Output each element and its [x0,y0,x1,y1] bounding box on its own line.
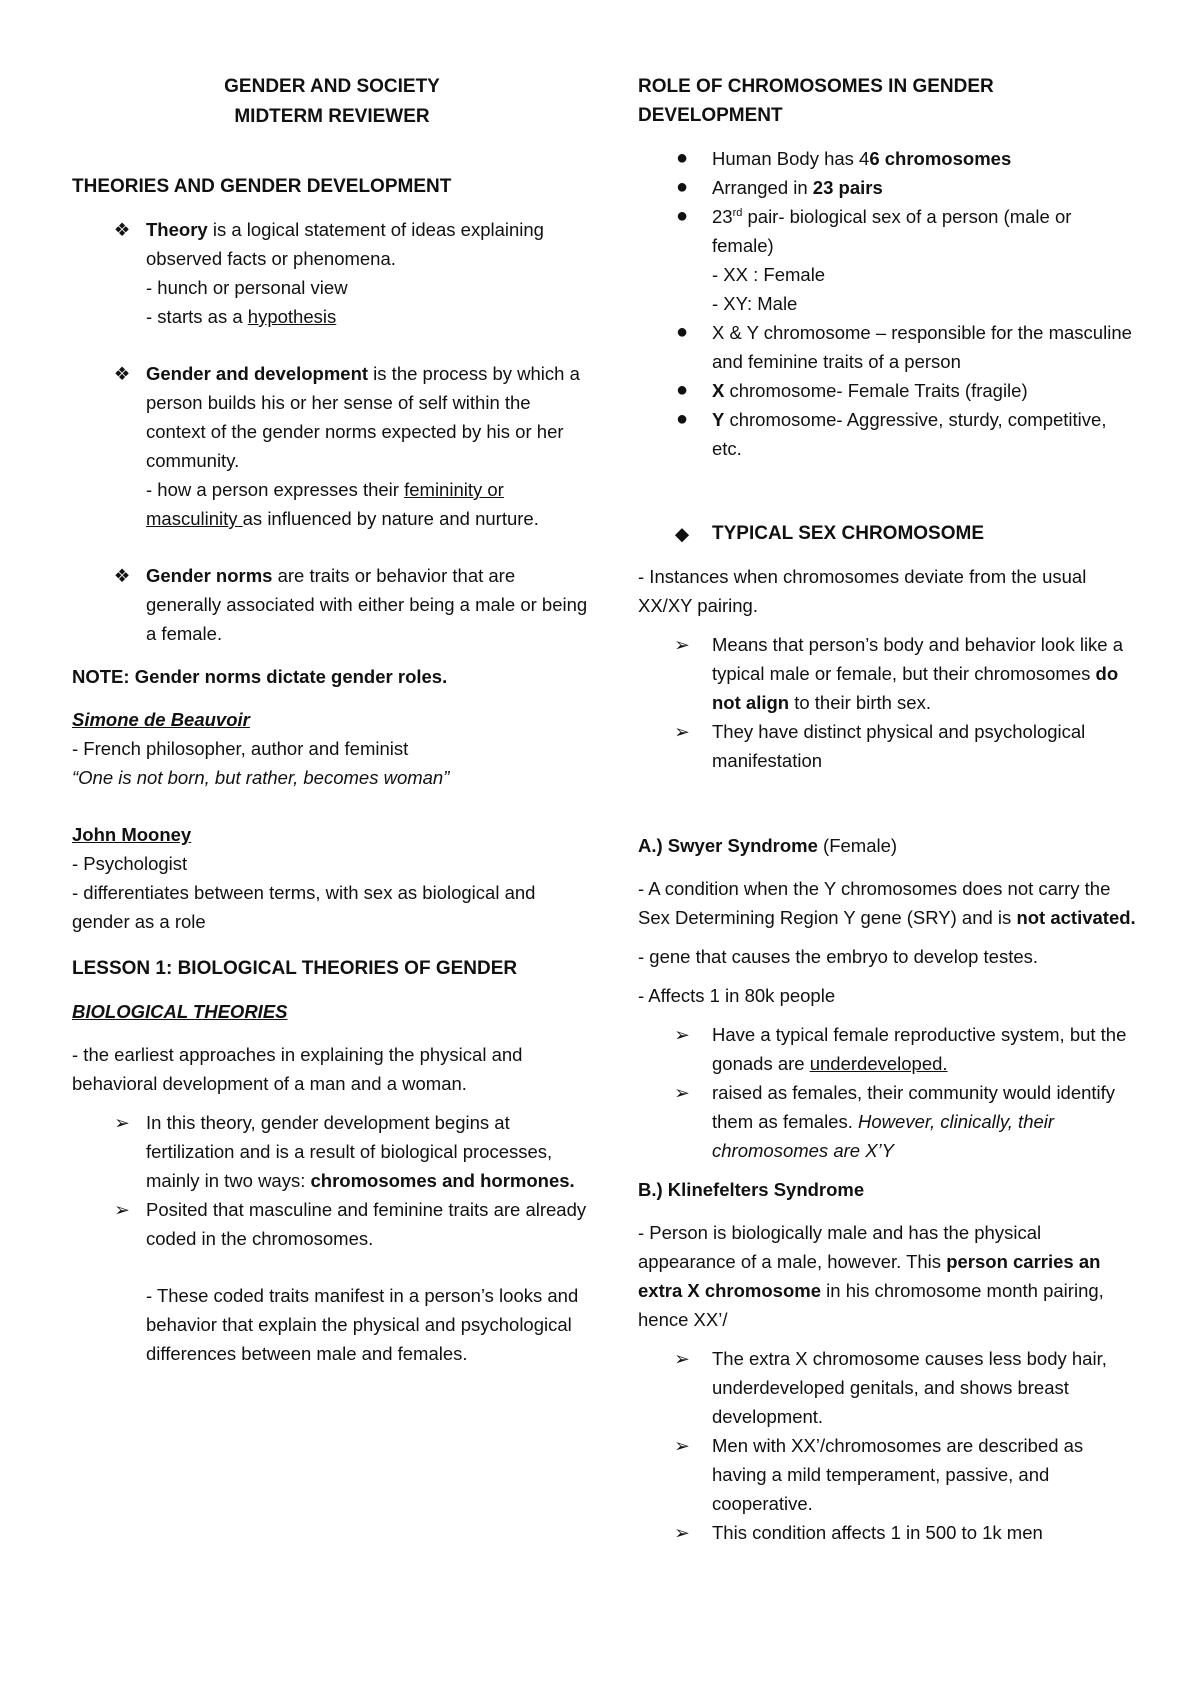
kline-desc: - Person is biologically male and has the physical appearance of a male, however. This person carries an extra X chromosome in his chromosome month pairing, hence XX’/ [638,1222,1104,1330]
swyer-desc2: - gene that causes the embryo to develop testes. [638,946,1039,967]
arrow-bullet-icon: ➢ [114,1112,130,1133]
kline-heading: B.) Klinefelters Syndrome [638,1179,865,1200]
swyer-heading: A.) Swyer Syndrome (Female) [638,835,898,856]
beauvoir-name: Simone de Beauvoir [72,709,250,730]
chromosome-bullet: ● Y chromosome- Aggressive, sturdy, competitive, etc. [638,405,1138,463]
chromosome-bullet: ● X chromosome- Female Traits (fragile) [638,376,1138,405]
bio-item: ➢ In this theory, gender development begins at fertilization and is a result of biological processes, mainly in two ways: chromosomes and hormones. [72,1108,592,1195]
theory-item: ❖ Theory is a logical statement of ideas explaining observed facts or phenomena. - hunch or personal view - starts as a hypothesis [72,215,592,331]
right-column [638,72,1138,1547]
typical-item: ➢ Means that person’s body and behavior look like a typical male or female, but their chromosomes do not align to their birth sex. [638,630,1138,717]
kline-item: ➢ This condition affects 1 in 500 to 1k men [638,1518,1138,1547]
arrow-bullet-icon: ➢ [674,634,690,655]
swyer-item: ➢ raised as females, their community would identify them as females. However, clinically, their chromosomes are X’Y [638,1078,1138,1165]
dot-bullet-icon: ● [675,408,689,430]
kline-item: ➢ Men with XX’/chromosomes are described as having a mild temperament, passive, and cooperative. [638,1431,1138,1518]
theories-heading: THEORIES AND GENDER DEVELOPMENT [72,176,452,197]
left-column [72,72,592,1368]
dot-bullet-icon: ● [675,205,689,227]
mooney-desc1: - Psychologist [72,853,188,874]
dot-bullet-icon: ● [675,176,689,198]
doc-title-line1: GENDER AND SOCIETY [224,76,440,97]
beauvoir-quote: “One is not born, but rather, becomes woman” [72,767,450,788]
beauvoir-desc: - French philosopher, author and feminist [72,738,409,759]
diamond-bullet-icon: ❖ [113,565,131,586]
note: NOTE: Gender norms dictate gender roles. [72,666,448,687]
arrow-bullet-icon: ➢ [674,1435,690,1456]
swyer-item: ➢ Have a typical female reproductive system, but the gonads are underdeveloped. [638,1020,1138,1078]
arrow-bullet-icon: ➢ [674,721,690,742]
swyer-desc3: - Affects 1 in 80k people [638,985,836,1006]
swyer-desc1: - A condition when the Y chromosomes does not carry the Sex Determining Region Y gene (SRY) and is not activated. [638,878,1136,928]
typical-heading-row: ◆ TYPICAL SEX CHROMOSOME [638,519,1138,548]
chromosome-bullet: ● X & Y chromosome – responsible for the masculine and feminine traits of a person [638,318,1138,376]
arrow-bullet-icon: ➢ [674,1082,690,1103]
typical-desc: - Instances when chromosomes deviate from the usual XX/XY pairing. [638,566,1087,616]
dot-bullet-icon: ● [675,147,689,169]
arrow-bullet-icon: ➢ [674,1024,690,1045]
dot-bullet-icon: ● [675,321,689,343]
typical-item: ➢ They have distinct physical and psychological manifestation [638,717,1138,775]
arrow-bullet-icon: ➢ [114,1199,130,1220]
arrow-bullet-icon: ➢ [674,1522,690,1543]
role-heading: ROLE OF CHROMOSOMES IN GENDER DEVELOPMENT [638,76,994,126]
mooney-name: John Mooney [72,824,192,845]
diamond-bullet-icon: ❖ [113,363,131,384]
dot-bullet-icon: ● [675,379,689,401]
kline-item: ➢ The extra X chromosome causes less body hair, underdeveloped genitals, and shows breast development. [638,1344,1138,1431]
bio-extra: - These coded traits manifest in a person’s looks and behavior that explain the physical and psychological differences between male and females. [146,1285,579,1364]
arrow-bullet-icon: ➢ [674,1348,690,1369]
diamond-bullet-icon: ◆ [674,523,690,544]
doc-title-line2: MIDTERM REVIEWER [234,106,430,127]
gender-norms-item: ❖ Gender norms are traits or behavior that are generally associated with either being a male or being a female. [72,561,592,648]
bio-item: ➢ Posited that masculine and feminine traits are already coded in the chromosomes. [72,1195,592,1253]
lesson1-heading: LESSON 1: BIOLOGICAL THEORIES OF GENDER [72,958,518,979]
chromosome-bullet: ● Arranged in 23 pairs [638,173,1138,202]
bio-theories-heading: BIOLOGICAL THEORIES [72,1001,288,1022]
mooney-desc2: - differentiates between terms, with sex as biological and gender as a role [72,882,536,932]
diamond-bullet-icon: ❖ [113,219,131,240]
chromosome-bullet: ● Human Body has 46 chromosomes [638,144,1138,173]
chromosome-bullet: ● 23rd pair- biological sex of a person (male or female) - XX : Female - XY: Male [638,202,1138,318]
bio-desc: - the earliest approaches in explaining the physical and behavioral development of a man and a woman. [72,1044,523,1094]
gender-development-item: ❖ Gender and development is the process by which a person builds his or her sense of self within the context of the gender norms expected by his or her community. - how a person expresses their femininity or masculinity as influenced by nature and nurture. [72,359,592,533]
